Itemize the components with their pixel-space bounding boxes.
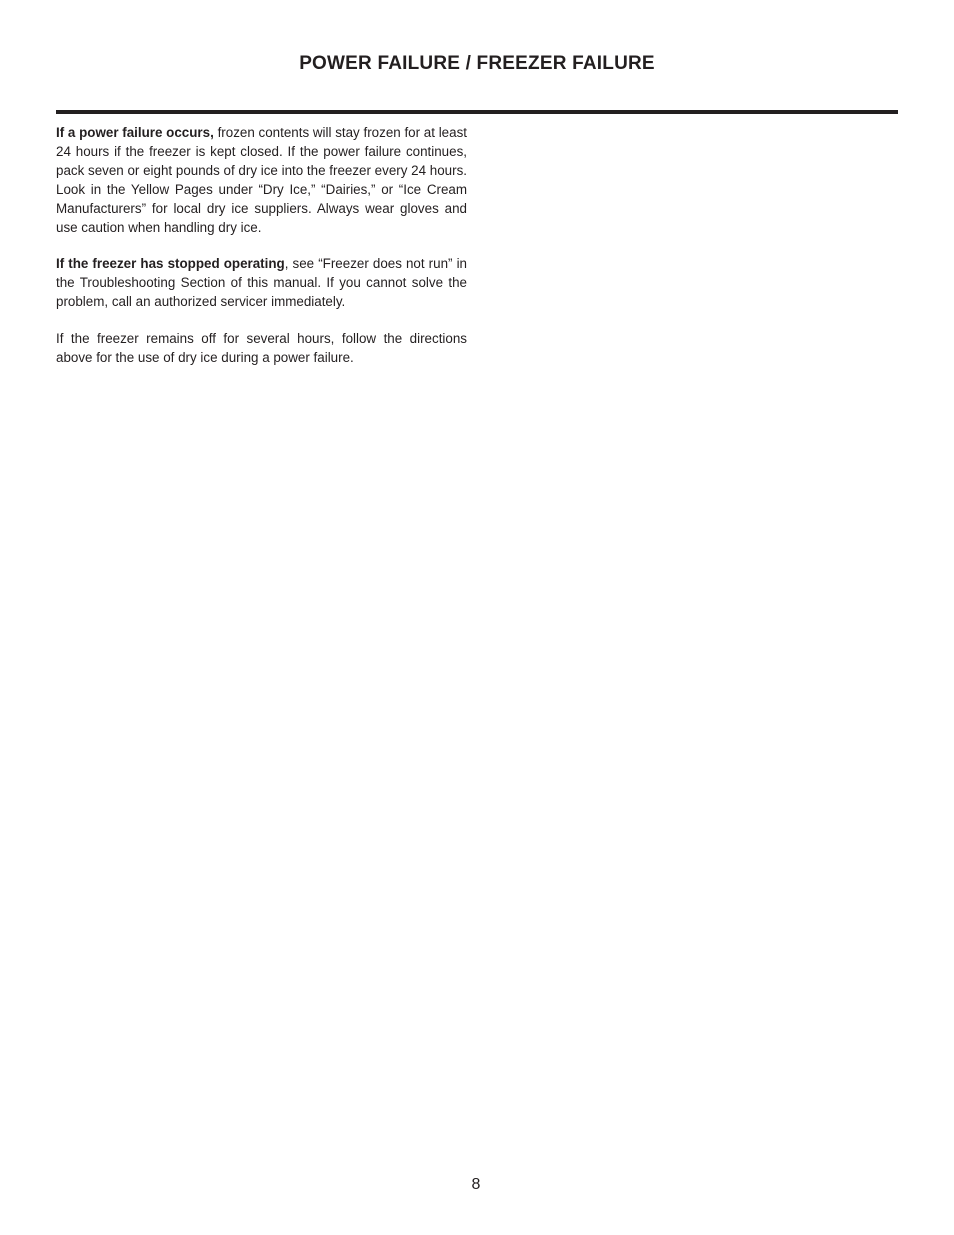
paragraph-freezer-stopped	[56, 255, 467, 312]
paragraph-body: frozen contents will stay frozen for at least 24 hours if the freezer is kept closed. If the power failure continues, pack seven or eight pounds of dry ice into the freezer every 24 hours. Look in the Yellow Pages under “Dry Ice,” “Dairies,” or “Ice Cream Manufacturers” for local dry ice suppliers. Always wear gloves and use caution when handling dry ice.	[56, 125, 467, 235]
paragraph-freezer-off	[56, 330, 467, 368]
paragraph-body: , see “Freezer does not run” in the Troubleshooting Section of this manual. If you cannot solve the problem, call an authorized servicer immediately.	[56, 256, 467, 310]
paragraph-power-failure	[56, 124, 467, 237]
paragraph-lead: If the freezer has stopped operating	[56, 256, 285, 272]
header-divider	[56, 110, 898, 114]
paragraph-lead: If a power failure occurs,	[56, 125, 214, 140]
text-column	[56, 124, 467, 386]
page-number: 8	[471, 1176, 481, 1193]
paragraph-body: If the freezer remains off for several hours, follow the directions above for the use of dry ice during a power failure.	[56, 331, 467, 366]
page-title: POWER FAILURE / FREEZER FAILURE	[299, 53, 655, 74]
